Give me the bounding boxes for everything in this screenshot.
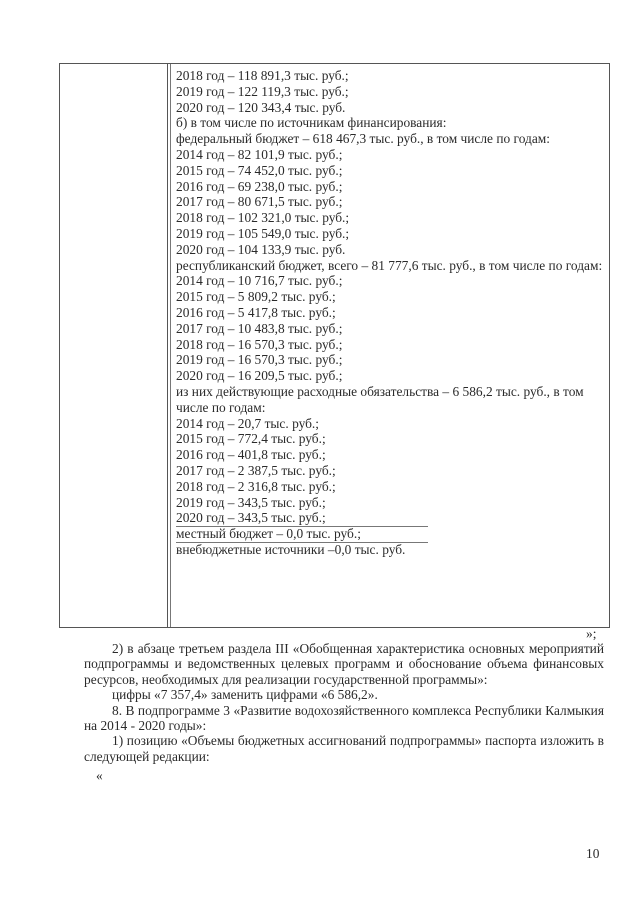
- table-line: 2014 год – 82 101,9 тыс. руб.;: [176, 146, 343, 162]
- table-line: 2015 год – 5 809,2 тыс. руб.;: [176, 289, 336, 305]
- table-line: внебюджетные источники –0,0 тыс. руб.: [176, 541, 406, 557]
- page-number: 10: [586, 846, 600, 861]
- paragraph-amendment-2: 2) в абзаце третьем раздела III «Обобщенная характеристика основных мероприятий подпрограммы и ведомственных целевых программ и обоснование объема финансовых ресурсов, необходимых для реализации государственной программы»:: [84, 641, 604, 687]
- table-column-divider-inner: [170, 64, 171, 627]
- closing-quote-mark: »;: [586, 626, 597, 641]
- table-line: 2017 год – 2 387,5 тыс. руб.;: [176, 462, 336, 478]
- table-line: федеральный бюджет – 618 467,3 тыс. руб., в том числе по годам:: [176, 131, 550, 147]
- table-line: 2016 год – 69 238,0 тыс. руб.;: [176, 178, 343, 194]
- table-line: 2018 год – 118 891,3 тыс. руб.;: [176, 68, 349, 83]
- table-line: 2019 год – 343,5 тыс. руб.;: [176, 494, 326, 510]
- table-line: 2018 год – 102 321,0 тыс. руб.;: [176, 210, 350, 226]
- table-line: 2020 год – 343,5 тыс. руб.;: [176, 510, 326, 526]
- table-line: 2018 год – 16 570,3 тыс. руб.;: [176, 336, 343, 352]
- table-line: 2019 год – 122 119,3 тыс. руб.;: [176, 83, 349, 99]
- table-line: 2016 год – 5 417,8 тыс. руб.;: [176, 304, 336, 320]
- table-line: из них действующие расходные обязательства – 6 586,2 тыс. руб., в том числе по годам:: [176, 383, 584, 415]
- table-line: 2015 год – 772,4 тыс. руб.;: [176, 431, 326, 447]
- table-line: республиканский бюджет, всего – 81 777,6 тыс. руб., в том числе по годам:: [176, 257, 603, 273]
- table-line: 2017 год – 10 483,8 тыс. руб.;: [176, 320, 343, 336]
- table-line: 2018 год – 2 316,8 тыс. руб.;: [176, 478, 336, 494]
- table-column-divider: [167, 64, 168, 627]
- table-line: 2020 год – 120 343,4 тыс. руб.: [176, 99, 346, 115]
- table-line: 2019 год – 16 570,3 тыс. руб.;: [176, 352, 343, 368]
- document-body: [84, 641, 604, 784]
- table-line: 2017 год – 80 671,5 тыс. руб.;: [176, 194, 343, 210]
- opening-quote-mark: «: [96, 768, 103, 784]
- paragraph-subprogram-3: 8. В подпрограмме 3 «Развитие водохозяйственного комплекса Республики Калмыкия на 2014 - 2020 годы»:: [84, 702, 604, 734]
- table-line: 2014 год – 10 716,7 тыс. руб.;: [176, 273, 343, 289]
- table-line: 2020 год – 104 133,9 тыс. руб.: [176, 241, 346, 257]
- table-line: 2014 год – 20,7 тыс. руб.;: [176, 415, 319, 431]
- table-line: 2016 год – 401,8 тыс. руб.;: [176, 447, 326, 463]
- paragraph-replace-figures: цифры «7 357,4» заменить цифрами «6 586,2».: [112, 687, 378, 703]
- table-line: 2015 год – 74 452,0 тыс. руб.;: [176, 162, 343, 178]
- table-line: 2020 год – 16 209,5 тыс. руб.;: [176, 368, 343, 384]
- table-line: местный бюджет – 0,0 тыс. руб.;: [176, 526, 361, 542]
- table-line: б) в том числе по источникам финансирования:: [176, 115, 447, 131]
- funding-table-cell: [176, 68, 606, 558]
- paragraph-position-1: 1) позицию «Объемы бюджетных ассигнований подпрограммы» паспорта изложить в следующей редакции:: [84, 733, 604, 764]
- table-line: 2019 год – 105 549,0 тыс. руб.;: [176, 225, 350, 241]
- funding-table: [59, 63, 610, 628]
